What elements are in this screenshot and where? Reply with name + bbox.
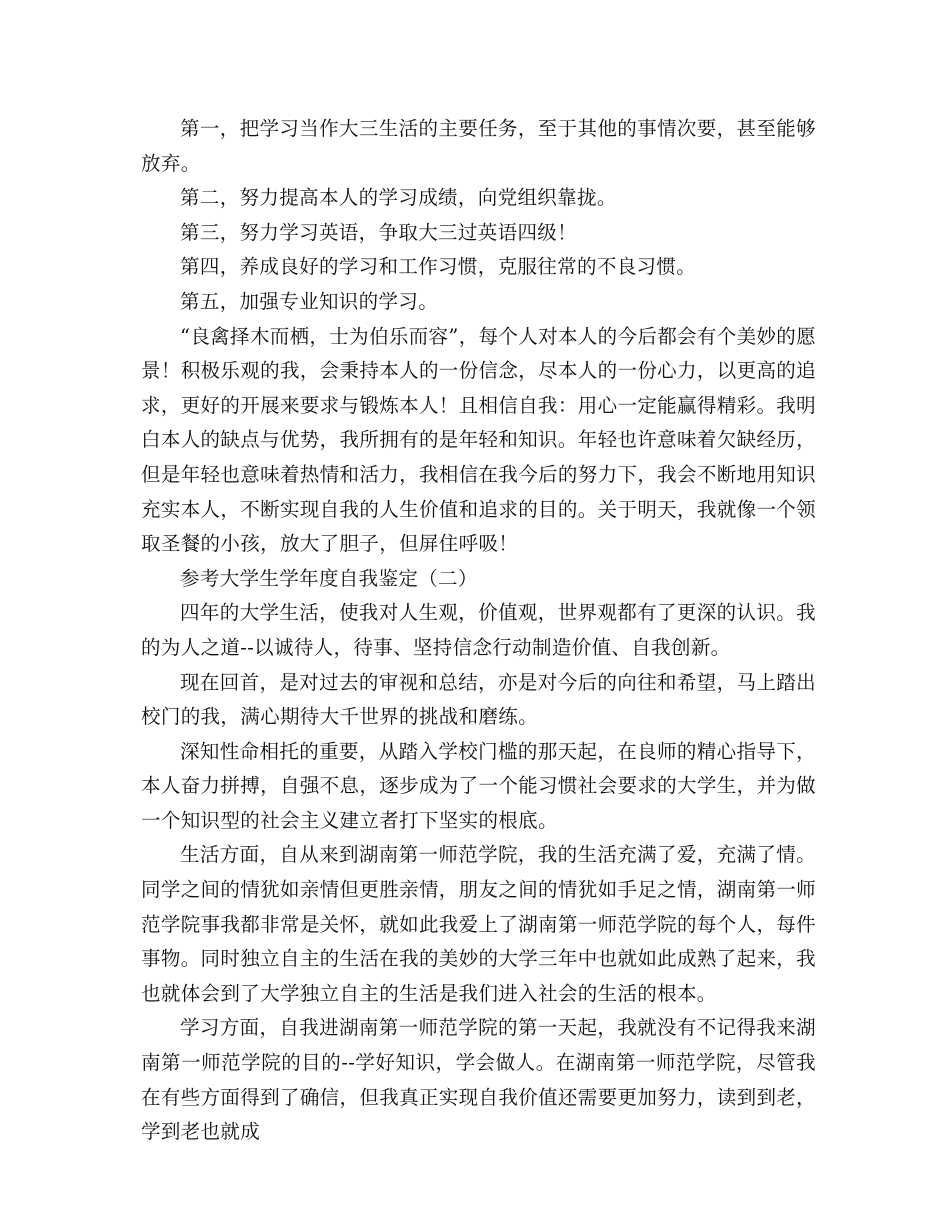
- reflection-paragraph: 现在回首，是对过去的审视和总结，亦是对今后的向往和希望，马上踏出校门的我，满心期待大千世界的挑战和磨练。: [141, 670, 816, 729]
- goal-paragraph-3: 第三，努力学习英语，争取大三过英语四级！: [180, 220, 578, 244]
- growth-paragraph: 深知性命相托的重要，从踏入学校门槛的那天起，在良师的精心指导下，本人奋力拼搏，自强不息，逐步成为了一个能习惯社会要求的大学生，并为做一个知识型的社会主义建立者打下坚实的根底。: [141, 739, 816, 832]
- study-paragraph: 学习方面，自我进湖南第一师范学院的第一天起，我就没有不记得我来湖南第一师范学院的目的--学好知识，学会做人。在湖南第一师范学院，尽管我在有些方面得到了确信，但我真正实现自我价值还需要更加努力，读到到老，学到老也就成: [141, 1016, 816, 1144]
- document-body: [141, 112, 816, 1150]
- life-paragraph: 生活方面，自从来到湖南第一师范学院，我的生活充满了爱，充满了情。同学之间的情犹如亲情但更胜亲情，朋友之间的情犹如手足之情，湖南第一师范学院事我都非常是关怀，就如此我爱上了湖南第一师范学院的每个人，每件事物。同时独立自主的生活在我的美妙的大学三年中也就如此成熟了起来，我也就体会到了大学独立自主的生活是我们进入社会的生活的根本。: [141, 843, 816, 1005]
- intro-paragraph: 四年的大学生活，使我对人生观，价值观，世界观都有了更深的认识。我的为人之道--以诚待人，待事、坚持信念行动制造价值、自我创新。: [141, 601, 816, 659]
- goal-paragraph-5: 第五，加强专业知识的学习。: [180, 289, 439, 313]
- outlook-paragraph: “良禽择木而栖，士为伯乐而容”，每个人对本人的今后都会有个美妙的愿景！积极乐观的我，会秉持本人的一份信念，尽本人的一份心力，以更高的追求，更好的开展来要求与锻炼本人！且相信自我：用心一定能赢得精彩。我明白本人的缺点与优势，我所拥有的是年轻和知识。年轻也许意味着欠缺经历，但是年轻也意味着热情和活力，我相信在我今后的努力下，我会不断地用知识充实本人，不断实现自我的人生价值和追求的目的。关于明天，我就像一个领取圣餐的小孩，放大了胆子，但屏住呼吸！: [141, 324, 816, 556]
- goal-paragraph-2: 第二，努力提高本人的学习成绩，向党组织靠拢。: [180, 186, 617, 210]
- goal-paragraph-4: 第四，养成良好的学习和工作习惯，克服往常的不良习惯。: [180, 255, 697, 279]
- section-heading: 参考大学生学年度自我鉴定（二）: [180, 566, 478, 590]
- goal-paragraph-1: 第一，把学习当作大三生活的主要任务，至于其他的事情次要，甚至能够放弃。: [141, 117, 816, 175]
